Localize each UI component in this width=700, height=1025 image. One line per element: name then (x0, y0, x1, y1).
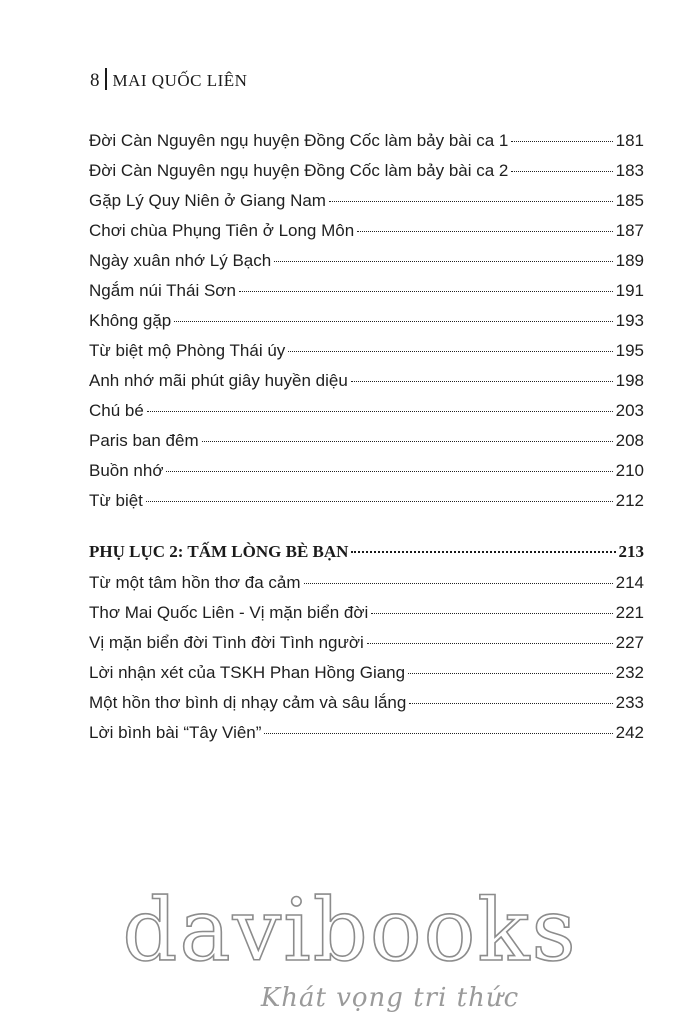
toc-list-appendix (89, 573, 644, 753)
dot-leader (511, 141, 612, 142)
toc-entry-page: 198 (615, 371, 644, 390)
toc-entry[interactable] (89, 191, 644, 221)
toc-entry-title: Chơi chùa Phụng Tiên ở Long Môn (89, 221, 355, 240)
toc-entry-title: Lời bình bài “Tây Viên” (89, 723, 262, 742)
toc-entry[interactable] (89, 341, 644, 371)
toc-entry-page: 187 (615, 221, 644, 240)
toc-entry[interactable] (89, 251, 644, 281)
toc-entry-page: 221 (615, 603, 644, 622)
toc-entry-page: 232 (615, 663, 644, 682)
toc-entry-page: 191 (615, 281, 644, 300)
toc-entry-title: Paris ban đêm (89, 431, 199, 450)
toc-entry-title: Không gặp (89, 311, 172, 330)
toc-entry-page: 242 (615, 723, 644, 742)
toc-entry-page: 193 (615, 311, 644, 330)
toc-entry-title: Đời Càn Nguyên ngụ huyện Đồng Cốc làm bảy bài ca 1 (89, 131, 509, 150)
dot-leader (409, 703, 612, 704)
dot-leader (174, 321, 612, 322)
dot-leader (357, 231, 612, 232)
toc-entry-title: Từ biệt (89, 491, 143, 510)
toc-entry[interactable] (89, 603, 644, 633)
toc-entry[interactable] (89, 281, 644, 311)
toc-entry-page: 189 (615, 251, 644, 270)
watermark-tagline: Khát vọng tri thức (260, 983, 520, 1013)
toc-entry[interactable] (89, 131, 644, 161)
toc-entry-title: Ngày xuân nhớ Lý Bạch (89, 251, 272, 270)
toc-entry[interactable] (89, 161, 644, 191)
toc-entry-page: 233 (615, 693, 644, 712)
dot-leader (408, 673, 613, 674)
dot-leader (166, 471, 612, 472)
toc-entry-page: 214 (615, 573, 644, 592)
toc-entry-page: 181 (615, 131, 644, 150)
toc-entry-title: Đời Càn Nguyên ngụ huyện Đồng Cốc làm bảy bài ca 2 (89, 161, 509, 180)
toc-entry[interactable] (89, 663, 644, 693)
dot-leader (329, 201, 613, 202)
toc-entry-title: Thơ Mai Quốc Liên - Vị mặn biển đời (89, 603, 369, 622)
toc-entry-title: Vị mặn biển đời Tình đời Tình người (89, 633, 364, 652)
toc-entry[interactable] (89, 633, 644, 663)
dot-leader (239, 291, 613, 292)
dot-leader (351, 551, 615, 553)
toc-entry-page: 183 (615, 161, 644, 180)
toc-entry-page: 208 (615, 431, 644, 450)
toc-entry-page: 203 (615, 401, 644, 420)
toc-entry-page: 212 (615, 491, 644, 510)
dot-leader (288, 351, 612, 352)
toc-entry-page: 227 (615, 633, 644, 652)
toc-entry[interactable] (89, 693, 644, 723)
toc-appendix-section (89, 542, 644, 572)
dot-leader (351, 381, 613, 382)
dot-leader (304, 583, 613, 584)
toc-entry[interactable] (89, 431, 644, 461)
header-separator (105, 68, 107, 90)
watermark-logo: davibooks (122, 881, 578, 981)
dot-leader (371, 613, 612, 614)
toc-entry[interactable] (89, 573, 644, 603)
dot-leader (146, 501, 613, 502)
toc-entry-page: 185 (615, 191, 644, 210)
toc-entry-page: 210 (615, 461, 644, 480)
toc-entry[interactable] (89, 371, 644, 401)
toc-entry-title: Từ biệt mộ Phòng Thái úy (89, 341, 286, 360)
header-author: MAI QUỐC LIÊN (112, 71, 248, 90)
toc-entry[interactable] (89, 723, 644, 753)
dot-leader (202, 441, 613, 442)
page-number: 8 (90, 70, 100, 91)
toc-entry-title: Ngắm núi Thái Sơn (89, 281, 236, 300)
running-header (90, 68, 247, 92)
appendix-page: 213 (618, 542, 644, 561)
toc-entry-title: Một hồn thơ bình dị nhạy cảm và sâu lắng (89, 693, 407, 712)
toc-entry-title: Gặp Lý Quy Niên ở Giang Nam (89, 191, 326, 210)
toc-entry-page: 195 (615, 341, 644, 360)
toc-entry-title: Anh nhớ mãi phút giây huyền diệu (89, 371, 348, 390)
toc-entry-title: Buồn nhớ (89, 461, 164, 480)
toc-entry[interactable] (89, 311, 644, 341)
toc-entry[interactable] (89, 221, 644, 251)
appendix-title: PHỤ LỤC 2: TẤM LÒNG BÈ BẠN (89, 542, 349, 561)
toc-entry[interactable] (89, 491, 644, 521)
toc-entry-title: Chú bé (89, 401, 144, 420)
toc-entry[interactable] (89, 461, 644, 491)
toc-entry-title: Từ một tâm hồn thơ đa cảm (89, 573, 301, 592)
toc-entry[interactable] (89, 401, 644, 431)
dot-leader (147, 411, 613, 412)
toc-list-poems (89, 131, 644, 521)
toc-entry-title: Lời nhận xét của TSKH Phan Hồng Giang (89, 663, 406, 682)
dot-leader (367, 643, 613, 644)
dot-leader (274, 261, 612, 262)
dot-leader (264, 733, 612, 734)
dot-leader (511, 171, 612, 172)
appendix-heading[interactable] (89, 542, 644, 572)
